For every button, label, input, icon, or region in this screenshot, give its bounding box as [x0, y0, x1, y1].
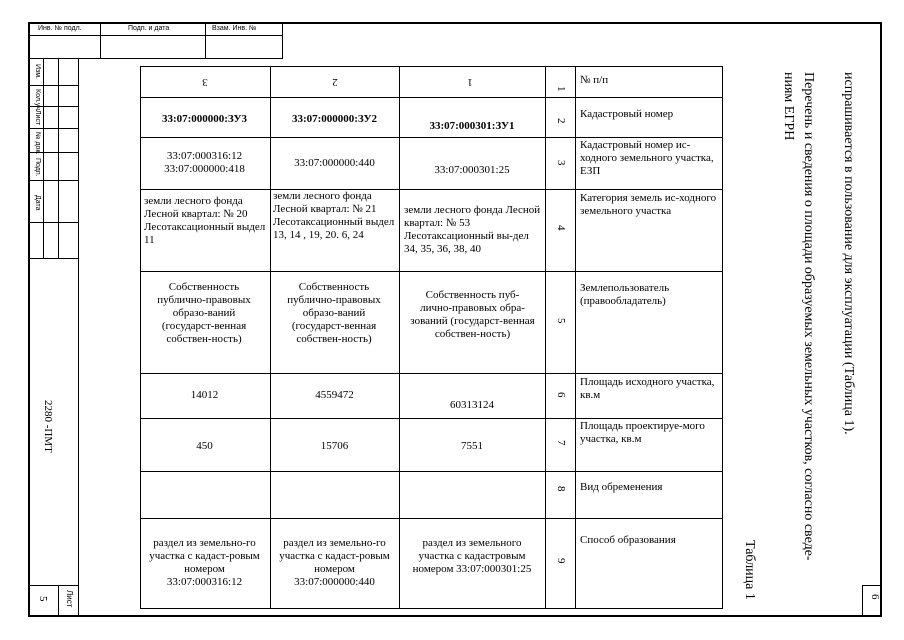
table-cell: 60313124: [450, 399, 494, 411]
row-label: Площадь исходного участка, кв.м: [580, 376, 715, 401]
table-cell: раздел из земельно-го участка с кадаст-ровым номером 33:07:000316:12: [149, 537, 260, 588]
row-label: Способ образования: [580, 534, 676, 546]
table-cell: Собственность пуб-лично-правовых обра-зований (государст-венная собствен-ность): [410, 289, 535, 340]
row-number: 6: [555, 392, 567, 398]
table-cell: раздел из земельного участка с кадастровым номером 33:07:000301:25: [412, 537, 532, 575]
row-label: Категория земель ис-ходного земельного участка: [580, 192, 717, 217]
table-cell: 33:07:000301:ЗУ1: [429, 120, 515, 132]
table-cell: 33:07:000000:440: [294, 157, 375, 169]
row-label: № п/п: [580, 74, 609, 86]
row-label: Кадастровый номер: [580, 108, 674, 120]
stamp-label-kol: Кол.уч.: [34, 89, 41, 112]
body-line-3: ниям ЕГРН: [781, 72, 796, 141]
table-cell: 33:07:000000:ЗУ3: [161, 113, 248, 125]
stamp-list-number: 5: [37, 596, 49, 602]
row-number: 3: [555, 160, 567, 166]
row-label: Площадь проектируе-мого участка, кв.м: [580, 420, 705, 445]
table-cell: раздел из земельно-го участка с кадаст-ровым номером 33:07:000000:440: [279, 537, 390, 588]
table-cell: земли лесного фонда Лесной квартал: № 20 Лесотаксационный выдел 11: [144, 195, 266, 246]
table-cell: Собственность публично-правовых образо-ваний (государст-венная собствен-ность): [157, 281, 251, 345]
table-cell: 7551: [461, 440, 483, 452]
table-cell: 33:07:000000:ЗУ2: [291, 113, 378, 125]
table-cell: 33:07:000301:25: [434, 164, 510, 176]
stamp-inv-podl: Инв. № подл.: [38, 25, 82, 32]
table-cell: 450: [196, 440, 213, 452]
doc-code: 2280 -ПМТ: [42, 400, 54, 453]
column-number: 1: [467, 76, 473, 88]
row-number: 8: [555, 486, 567, 492]
row-number: 1: [555, 86, 567, 92]
stamp-label-ndok: № док.: [34, 132, 41, 155]
row-number: 9: [555, 558, 567, 564]
row-label: Землепользователь (правообладатель): [580, 282, 670, 307]
stamp-label-izm: Изм.: [34, 64, 41, 79]
stamp-label-data: Дата: [34, 195, 41, 211]
table-cell: 33:07:000316:12 33:07:000000:418: [164, 150, 245, 175]
body-line-2: Перечень и сведения о площади образуемых земельных участков, согласно сведе-: [801, 72, 816, 561]
row-label: Кадастровый номер ис-ходного земельного участка, ЕЗП: [580, 139, 714, 177]
column-number: 3: [202, 76, 208, 88]
row-number: 2: [555, 118, 567, 124]
table-cell: 15706: [320, 440, 349, 452]
table-cell: 14012: [190, 389, 219, 401]
stamp-podp-data: Подп. и дата: [128, 25, 170, 32]
row-number: 4: [555, 225, 567, 231]
row-label: Вид обременения: [580, 481, 663, 493]
stamp-label-podp: Подп.: [34, 158, 41, 177]
stamp-list-label: Лист: [65, 590, 74, 608]
column-number: 2: [332, 76, 338, 88]
table-cell: Собственность публично-правовых образо-ваний (государст-венная собствен-ность): [287, 281, 381, 345]
stamp-label-list: Лист: [34, 110, 41, 126]
table-cell: земли лесного фонда Лесной квартал: № 53 Лесотаксационный вы-дел 34, 35, 36, 38, 40: [404, 204, 541, 255]
table-caption: Таблица 1: [742, 540, 757, 600]
row-number: 5: [555, 318, 567, 324]
table-cell: 4559472: [315, 389, 354, 401]
table-cell: земли лесного фонда Лесной квартал: № 21 Лесотаксационный выдел 13, 14 , 19, 20. 6, 24: [273, 190, 395, 241]
row-number: 7: [555, 440, 567, 446]
stamp-vzam-inv: Взам. Инв. №: [212, 25, 257, 32]
page-number: 6: [869, 594, 881, 600]
body-line-1: испрашивается в пользование для эксплуатации (Таблица 1).: [841, 72, 856, 435]
